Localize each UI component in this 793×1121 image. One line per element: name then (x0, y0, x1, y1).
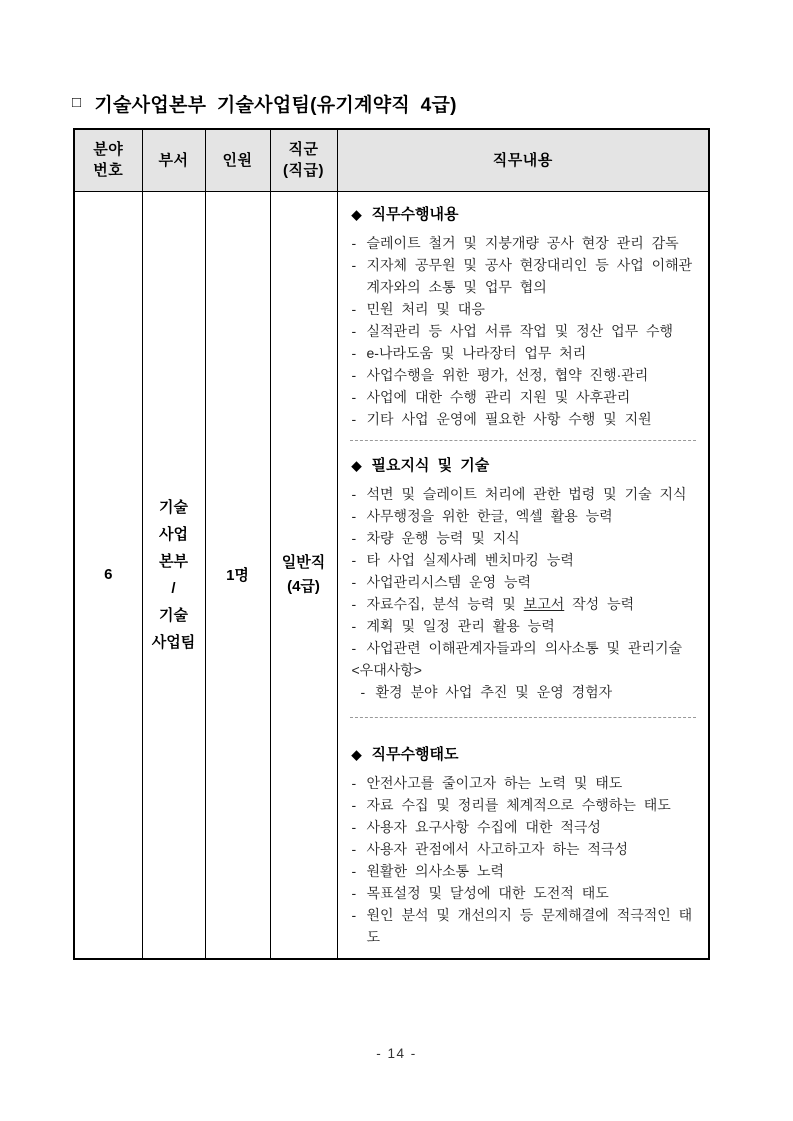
header-line: 직군 (288, 141, 319, 159)
col-header-duties (337, 129, 709, 191)
duty-item (352, 342, 695, 364)
duty-item (352, 549, 695, 571)
dash-bullet: - (351, 774, 357, 791)
header-line: 인원 (222, 151, 253, 169)
duty-item-text: 자료수집, 분석 능력 및 보고서 작성 능력 (366, 595, 635, 612)
dept-line: / (171, 579, 176, 597)
square-bullet-icon: □ (72, 94, 82, 111)
duty-item (352, 816, 695, 838)
dept-line: 사업팀 (151, 633, 196, 651)
table-header-row (74, 129, 709, 191)
duty-item-text: 사용자 관점에서 사고하고자 하는 적극성 (366, 840, 628, 857)
duty-section-title: 필요지식 및 기술 (371, 456, 490, 474)
duty-item (352, 637, 695, 659)
duty-item-text: 목표설정 및 달성에 대한 도전적 태도 (366, 884, 609, 901)
header-line: 직무내용 (492, 151, 553, 169)
duty-item (352, 386, 695, 408)
duty-section-heading (352, 204, 695, 226)
dept-line: 기술 (159, 498, 188, 516)
duty-item-text: 사업에 대한 수행 관리 지원 및 사후관리 (366, 388, 631, 405)
dash-bullet: - (351, 617, 357, 634)
header-line: 분야 (93, 141, 124, 159)
dash-bullet: - (351, 485, 357, 502)
duty-item (352, 681, 695, 703)
diamond-bullet-icon: ◆ (351, 457, 362, 473)
duty-item (352, 794, 695, 816)
cell-field-no: 6 (74, 191, 142, 959)
dash-bullet: - (351, 410, 357, 427)
dash-bullet: - (360, 683, 366, 700)
duty-item (352, 254, 695, 298)
duty-item (352, 615, 695, 637)
diamond-bullet-icon: ◆ (351, 746, 362, 762)
duty-item (352, 571, 695, 593)
col-header-headcount (205, 129, 270, 191)
cell-job-group (270, 191, 337, 959)
cell-duties (337, 191, 709, 959)
header-line: (직급) (283, 162, 324, 180)
duty-item (352, 593, 695, 615)
duty-item-text: 사무행정을 위한 한글, 엑셀 활용 능력 (366, 507, 613, 524)
duty-item-text: 원활한 의사소통 노력 (366, 862, 504, 879)
dash-bullet: - (351, 256, 357, 273)
duty-item (352, 505, 695, 527)
duty-item-text: 지자체 공무원 및 공사 현장대리인 등 사업 이해관계자와의 소통 및 업무 협의 (366, 256, 693, 295)
dept-line: 사업 (159, 525, 188, 543)
page-number: - 14 - (376, 1046, 417, 1061)
duty-item (352, 527, 695, 549)
duty-item-text: 민원 처리 및 대응 (366, 300, 485, 317)
duty-item-text: e-나라도움 및 나라장터 업무 처리 (366, 344, 587, 361)
duty-item (352, 772, 695, 794)
duty-item (352, 483, 695, 505)
duty-item-text: 슬레이트 철거 및 지붕개량 공사 현장 관리 감독 (366, 234, 679, 251)
duty-item-text: 실적관리 등 사업 서류 작업 및 정산 업무 수행 (366, 322, 674, 339)
page-title-text: 기술사업본부 기술사업팀(유기계약직 4급) (94, 95, 457, 116)
duty-item-text: 원인 분석 및 개선의지 등 문제해결에 적극적인 태도 (366, 906, 693, 945)
duty-item-text: 환경 분야 사업 추진 및 운영 경험자 (375, 683, 613, 700)
dash-bullet: - (351, 595, 357, 612)
table-row (74, 191, 709, 959)
job-group-line: 일반직 (281, 553, 326, 571)
duty-item-text: 기타 사업 운영에 필요한 사항 수행 및 지원 (366, 410, 652, 427)
duty-section-title: 직무수행태도 (371, 745, 459, 763)
dash-bullet: - (351, 344, 357, 361)
dash-bullet: - (351, 300, 357, 317)
cell-headcount: 1명 (205, 191, 270, 959)
dash-bullet: - (351, 551, 357, 568)
duty-item (352, 904, 695, 948)
duty-item-text: 사용자 요구사항 수집에 대한 적극성 (366, 818, 601, 835)
header-line: 번호 (93, 162, 124, 180)
dept-line: 본부 (159, 552, 188, 570)
dash-bullet: - (351, 529, 357, 546)
dash-bullet: - (351, 573, 357, 590)
duty-section (350, 440, 697, 717)
col-header-field-no (74, 129, 142, 191)
duty-item-text: 사업관련 이해관계자들과의 의사소통 및 관리기술 (366, 639, 683, 656)
job-group-line: (4급) (287, 577, 320, 595)
duty-section-heading (352, 744, 695, 766)
duty-item (352, 408, 695, 430)
dash-bullet: - (351, 818, 357, 835)
duty-item-text: 계획 및 일정 관리 활용 능력 (366, 617, 555, 634)
duty-section (350, 717, 697, 958)
duty-section (350, 192, 697, 440)
dash-bullet: - (351, 906, 357, 923)
dash-bullet: - (351, 796, 357, 813)
diamond-bullet-icon: ◆ (351, 206, 362, 222)
duty-item (352, 882, 695, 904)
job-description-table (73, 128, 710, 960)
duty-item (352, 320, 695, 342)
dept-line: 기술 (159, 606, 188, 624)
duty-item (352, 298, 695, 320)
duty-item-text: 석면 및 슬레이트 처리에 관한 법령 및 기술 지식 (366, 485, 687, 502)
duty-item-text: 사업관리시스템 운영 능력 (366, 573, 532, 590)
duty-item (352, 838, 695, 860)
dash-bullet: - (351, 234, 357, 251)
duty-section-heading (352, 455, 695, 477)
duty-item-text: <우대사항> (351, 661, 422, 678)
duty-item-text: 자료 수집 및 정리를 체계적으로 수행하는 태도 (366, 796, 671, 813)
dash-bullet: - (351, 388, 357, 405)
dash-bullet: - (351, 862, 357, 879)
page-title (72, 90, 457, 117)
dash-bullet: - (351, 884, 357, 901)
dash-bullet: - (351, 507, 357, 524)
header-line: 부서 (158, 151, 189, 169)
cell-dept (142, 191, 205, 959)
duty-section-title: 직무수행내용 (371, 205, 459, 223)
underlined-text: 보고서 (523, 595, 565, 612)
duty-item (352, 860, 695, 882)
duty-item (352, 232, 695, 254)
dash-bullet: - (351, 840, 357, 857)
duty-item (352, 659, 695, 681)
dash-bullet: - (351, 322, 357, 339)
duty-item-text: 사업수행을 위한 평가, 선정, 협약 진행·관리 (366, 366, 649, 383)
duty-item-text: 차량 운행 능력 및 지식 (366, 529, 520, 546)
duty-item-text: 타 사업 실제사례 벤치마킹 능력 (366, 551, 574, 568)
col-header-job-group (270, 129, 337, 191)
dash-bullet: - (351, 639, 357, 656)
duty-item-text: 안전사고를 줄이고자 하는 노력 및 태도 (366, 774, 623, 791)
dash-bullet: - (351, 366, 357, 383)
duty-item (352, 364, 695, 386)
col-header-dept (142, 129, 205, 191)
